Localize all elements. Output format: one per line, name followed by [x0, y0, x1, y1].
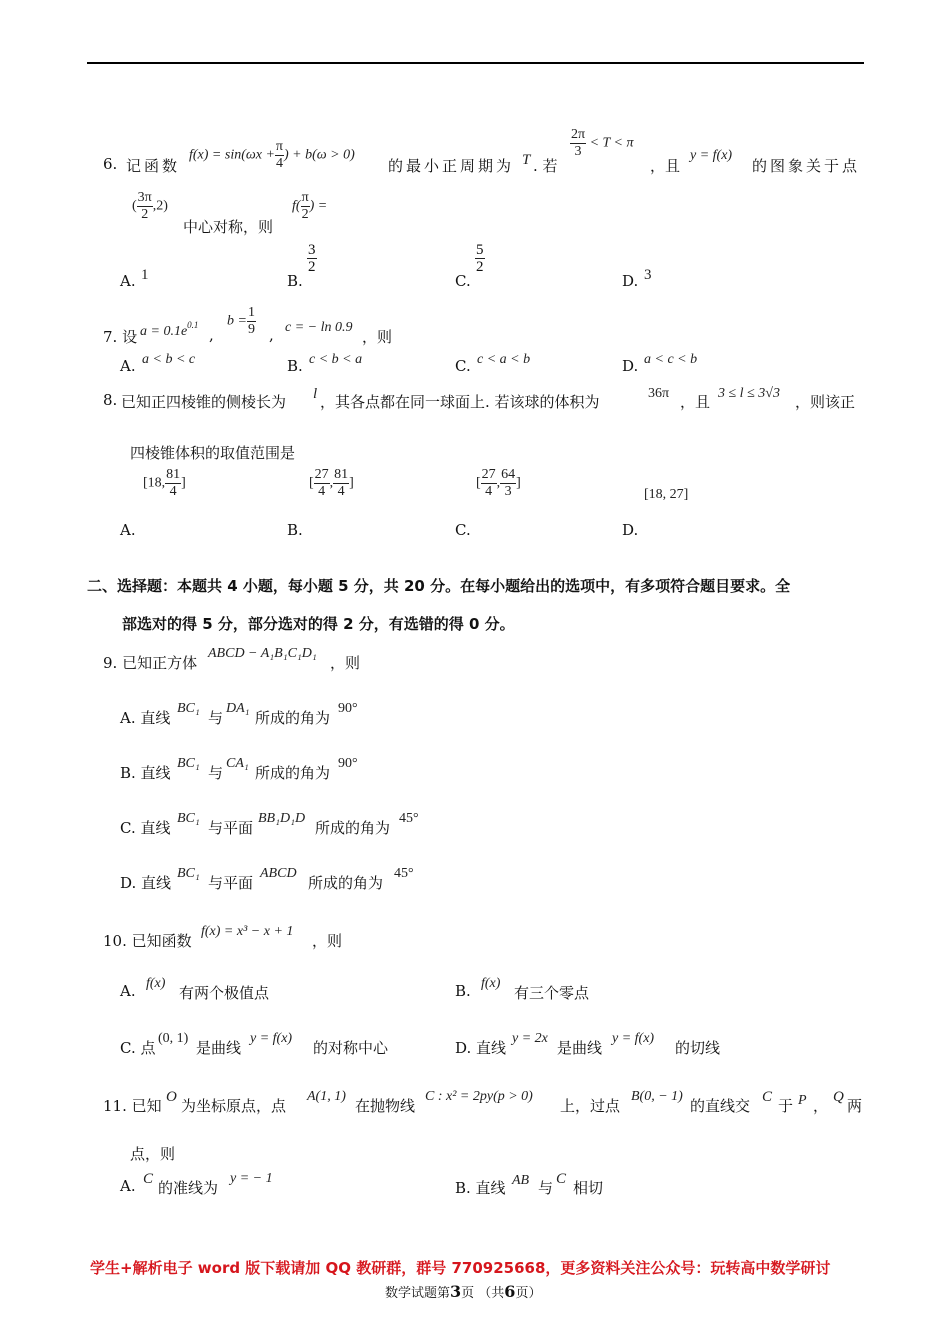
header-rule	[87, 62, 864, 64]
page-number: 数学试题第3页 （共6页）	[385, 1282, 542, 1301]
promo-banner: 学生+解析电子 word 版下载请加 QQ 教研群，群号 770925668，更多资料关注公众号：玩转高中数学研讨	[90, 1259, 831, 1277]
